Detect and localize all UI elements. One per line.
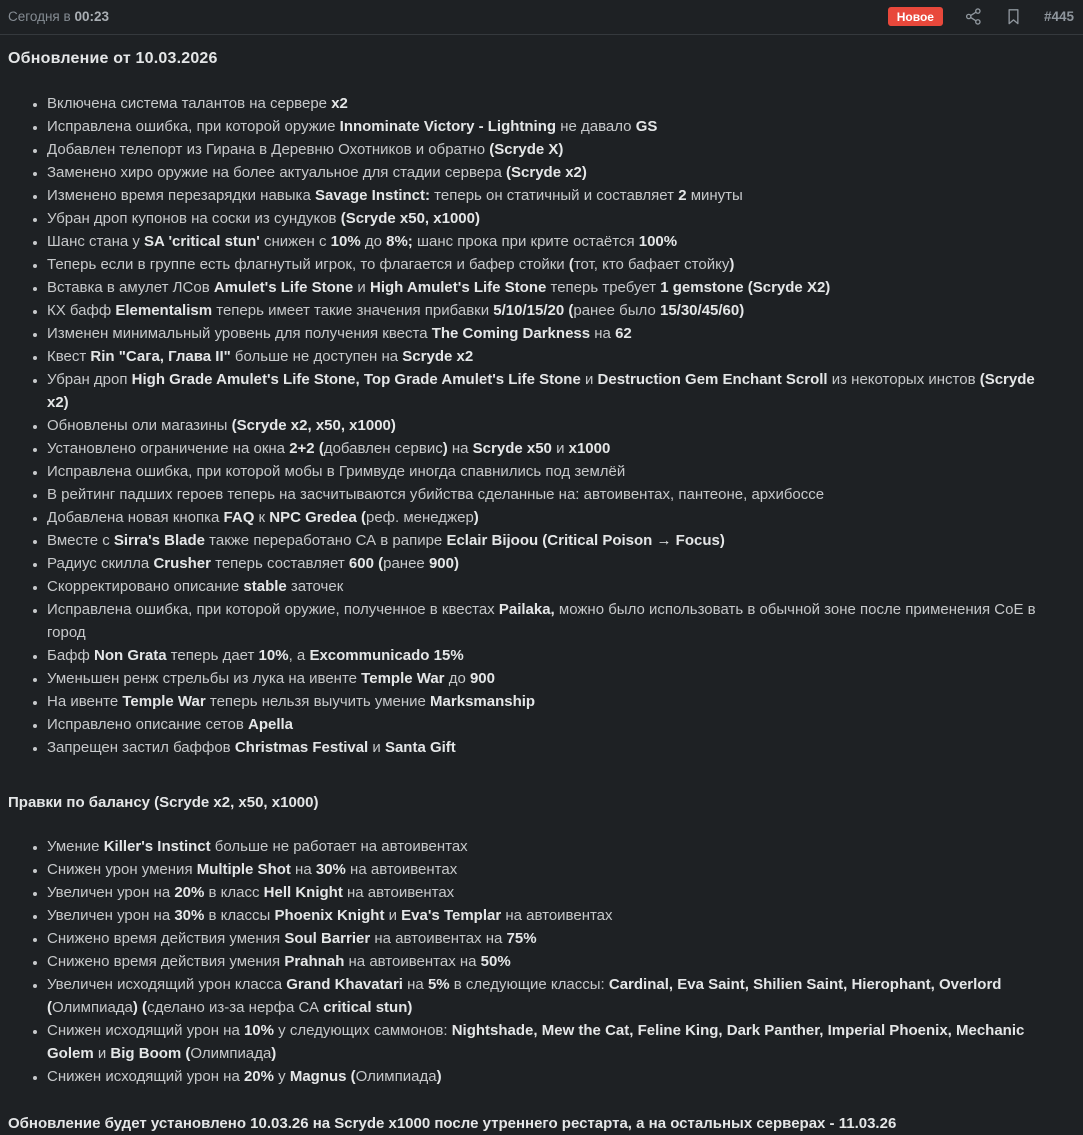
changelog-item: • Умение Killer's Instinct больше не работает на автоивентах [47,835,1075,858]
section-heading-1: Правки по балансу (Scryde x2, x50, x1000) [8,794,319,812]
post-meta-actions [888,7,1074,26]
post-date [8,9,109,24]
changelog-item: • Изменен минимальный уровень для получения квеста The Coming Darkness на 62 [47,322,1075,345]
changelog-item: • Изменено время перезарядки навыка Savage Instinct: теперь он статичный и составляет 2 минуты [47,184,1075,207]
changelog-list-0 [8,92,1075,759]
changelog-item: • Снижен исходящий урон на 10% у следующих саммонов: Nightshade, Mew the Cat, Feline King, Dark Panther, Imperial Phoenix, Mechanic Golem и Big Boom (Олимпиада) [47,1019,1075,1065]
changelog-item: • Бафф Non Grata теперь дает 10%, а Excommunicado 15% [47,644,1075,667]
footer-note: Обновление будет установлено 10.03.26 на Scryde x1000 после утреннего рестарта, а на остальных серверах - 11.03.26 [8,1115,897,1133]
changelog-item: • В рейтинг падших героев теперь на засчитываются убийства сделанные на: автоивентах, пантеоне, архибоссе [47,483,1075,506]
changelog-item: • Теперь если в группе есть флагнутый игрок, то флагается и бафер стойки (тот, кто бафает стойку) [47,253,1075,276]
changelog-item: • Скорректировано описание stable заточек [47,575,1075,598]
changelog-item: • Исправлена ошибка, при которой мобы в Гримвуде иногда спавнились под землёй [47,460,1075,483]
page-title: Обновление от 10.03.2026 [8,50,218,68]
changelog-item: • Включена система талантов на сервере x2 [47,92,1075,115]
changelog-item: • Вставка в амулет ЛСов Amulet's Life Stone и High Amulet's Life Stone теперь требует 1 gemstone (Scryde X2) [47,276,1075,299]
changelog-item: • Вместе с Sirra's Blade также переработано СА в рапире Eclair Bijoou (Critical Poison → Focus) [47,529,1075,552]
changelog-item: • Заменено хиро оружие на более актуальное для стадии сервера (Scryde x2) [47,161,1075,184]
new-badge: Новое [888,7,943,26]
changelog-item: • Увеличен урон на 30% в классы Phoenix Knight и Eva's Templar на автоивентах [47,904,1075,927]
changelog-item: • Увеличен исходящий урон класса Grand Khavatari на 5% в следующие классы: Cardinal, Eva Saint, Shilien Saint, Hierophant, Overlord (Олимпиада) (сделано из-за нерфа СА critical stun) [47,973,1075,1019]
changelog-item: • Добавлена новая кнопка FAQ к NPC Gredea (реф. менеджер) [47,506,1075,529]
post-body [0,50,1083,1135]
changelog-item: • Исправлено описание сетов Apella [47,713,1075,736]
changelog-item: • Снижено время действия умения Soul Barrier на автоивентах на 75% [47,927,1075,950]
changelog-item: • Снижен урон умения Multiple Shot на 30% на автоивентах [47,858,1075,881]
changelog-item: • На ивенте Temple War теперь нельзя выучить умение Marksmanship [47,690,1075,713]
changelog-item: • Снижено время действия умения Prahnah на автоивентах на 50% [47,950,1075,973]
changelog-list-1 [8,835,1075,1088]
changelog-item: • Уменьшен ренж стрельбы из лука на ивенте Temple War до 900 [47,667,1075,690]
post-number-link[interactable]: #445 [1043,9,1074,25]
post-date-time: 00:23 [74,9,109,25]
changelog-item: • Добавлен телепорт из Гирана в Деревню Охотников и обратно (Scryde X) [47,138,1075,161]
changelog-sections [8,92,1075,1088]
changelog-item: • Увеличен урон на 20% в класс Hell Knight на автоивентах [47,881,1075,904]
changelog-item: • КХ бафф Elementalism теперь имеет такие значения прибавки 5/10/15/20 (ранее было 15/30/45/60) [47,299,1075,322]
changelog-item: • Исправлена ошибка, при которой оружие Innominate Victory - Lightning не давало GS [47,115,1075,138]
changelog-item: • Исправлена ошибка, при которой оружие, полученное в квестах Pailaka, можно было использовать в обычной зоне после применения СоЕ в город [47,598,1075,644]
post-meta-bar [0,0,1083,35]
bookmark-icon[interactable] [1004,7,1023,26]
changelog-item: • Убран дроп High Grade Amulet's Life Stone, Top Grade Amulet's Life Stone и Destruction Gem Enchant Scroll из некоторых инстов (Scryde x2) [47,368,1075,414]
changelog-item: • Обновлены оли магазины (Scryde x2, x50, x1000) [47,414,1075,437]
post-date-label: Сегодня в [8,9,71,25]
changelog-item: • Квест Rin "Сага, Глава II" больше не доступен на Scryde x2 [47,345,1075,368]
changelog-item: • Снижен исходящий урон на 20% у Magnus (Олимпиада) [47,1065,1075,1088]
changelog-item: • Шанс стана у SA 'critical stun' снижен с 10% до 8%; шанс прока при крите остаётся 100% [47,230,1075,253]
changelog-item: • Запрещен застил баффов Christmas Festival и Santa Gift [47,736,1075,759]
share-icon[interactable] [964,7,983,26]
changelog-item: • Установлено ограничение на окна 2+2 (добавлен сервис) на Scryde x50 и x1000 [47,437,1075,460]
changelog-item: • Убран дроп купонов на соски из сундуков (Scryde x50, x1000) [47,207,1075,230]
changelog-item: • Радиус скилла Crusher теперь составляет 600 (ранее 900) [47,552,1075,575]
